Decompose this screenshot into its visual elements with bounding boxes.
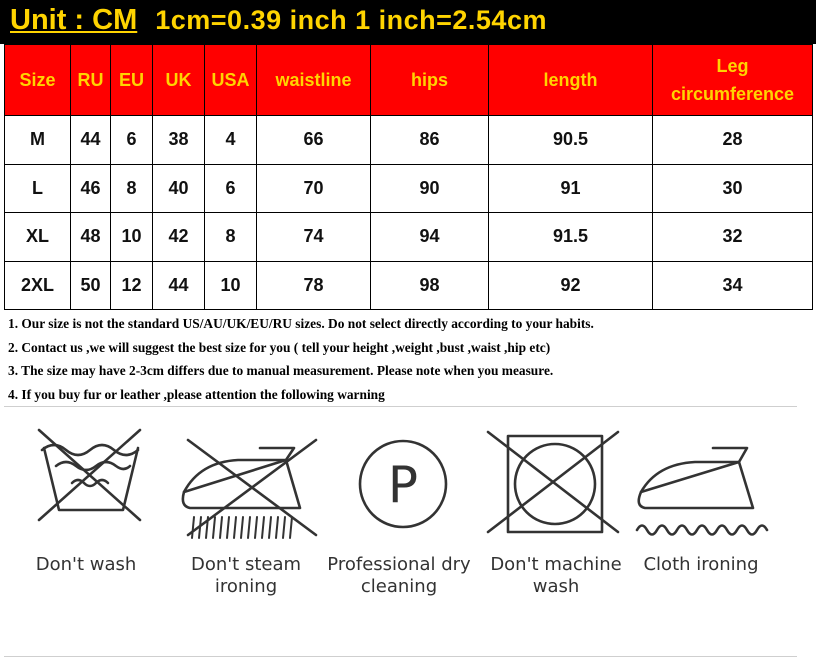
table-cell: 10 [205, 261, 257, 310]
table-cell: 78 [257, 261, 371, 310]
table-cell: 2XL [5, 261, 71, 310]
conversion-label: 1cm=0.39 inch 1 inch=2.54cm [155, 5, 547, 35]
header-size: Size [5, 45, 71, 116]
note-line: 2. Contact us ,we will suggest the best size for you ( tell your height ,weight ,bust ,waist ,hip etc) [8, 339, 551, 355]
care-label: Don't machine wash [490, 554, 622, 597]
table-cell: 91 [489, 164, 653, 213]
no-steam-iron-icon [166, 420, 326, 550]
table-cell: 90 [371, 164, 489, 213]
table-cell: 10 [111, 213, 153, 262]
table-cell: 8 [111, 164, 153, 213]
table-cell: 8 [205, 213, 257, 262]
table-cell: 90.5 [489, 116, 653, 165]
header-eu: EU [111, 45, 153, 116]
table-cell: 38 [153, 116, 205, 165]
table-cell: 50 [71, 261, 111, 310]
header-leg-circumference: Leg circumference [653, 45, 813, 116]
table-cell: 98 [371, 261, 489, 310]
note-line: 1. Our size is not the standard US/AU/UK/EU/RU sizes. Do not select directly according to your habits. [8, 316, 594, 331]
title-banner [0, 0, 816, 44]
table-cell: 44 [153, 261, 205, 310]
table-cell: 48 [71, 213, 111, 262]
section-divider [4, 656, 797, 657]
note-line: 3. The size may have 2-3cm differs due to manual measurement. Please note when you measure. [8, 363, 554, 378]
table-cell: 44 [71, 116, 111, 165]
care-item-dont-machine-wash [476, 420, 636, 610]
table-cell: 32 [653, 213, 813, 262]
table-cell: 66 [257, 116, 371, 165]
care-item-dont-wash [6, 420, 166, 610]
table-cell: 86 [371, 116, 489, 165]
table-cell: 6 [111, 116, 153, 165]
note-line: 4. If you buy fur or leather ,please attention the following warning [8, 386, 385, 402]
table-cell: 30 [653, 164, 813, 213]
header-uk: UK [153, 45, 205, 116]
header-length: length [489, 45, 653, 116]
table-cell: 94 [371, 213, 489, 262]
table-cell: L [5, 164, 71, 213]
no-wash-icon [6, 420, 166, 550]
care-label: Cloth ironing [643, 554, 759, 575]
header-usa: USA [205, 45, 257, 116]
section-divider [4, 406, 797, 407]
table-header-row [5, 45, 813, 116]
table-cell: 40 [153, 164, 205, 213]
table-cell: 91.5 [489, 213, 653, 262]
table-row [5, 261, 813, 310]
table-cell: 34 [653, 261, 813, 310]
care-item-professional-dry-cleaning [319, 420, 479, 610]
care-label: Don't steam ironing [190, 554, 302, 597]
care-item-dont-steam-ironing [166, 420, 326, 610]
dry-clean-letter: P [387, 456, 419, 514]
table-cell: 74 [257, 213, 371, 262]
table-row [5, 116, 813, 165]
table-cell: 4 [205, 116, 257, 165]
table-row [5, 164, 813, 213]
unit-label: Unit : CM [10, 4, 138, 36]
header-ru: RU [71, 45, 111, 116]
table-cell: 46 [71, 164, 111, 213]
header-hips: hips [371, 45, 489, 116]
size-notes [8, 312, 594, 406]
table-cell: 28 [653, 116, 813, 165]
care-label: Don't wash [35, 554, 137, 575]
table-cell: 42 [153, 213, 205, 262]
table-cell: 92 [489, 261, 653, 310]
table-cell: 6 [205, 164, 257, 213]
size-chart-table [4, 44, 813, 310]
table-cell: XL [5, 213, 71, 262]
care-label: Professional dry cleaning [327, 554, 471, 597]
banner-text [10, 4, 547, 37]
care-item-cloth-ironing [621, 420, 781, 610]
table-cell: 12 [111, 261, 153, 310]
table-cell: 70 [257, 164, 371, 213]
header-waistline: waistline [257, 45, 371, 116]
professional-dry-clean-icon [319, 420, 479, 550]
table-row [5, 213, 813, 262]
table-cell: M [5, 116, 71, 165]
cloth-ironing-icon [621, 420, 781, 550]
no-machine-wash-icon [476, 420, 636, 550]
